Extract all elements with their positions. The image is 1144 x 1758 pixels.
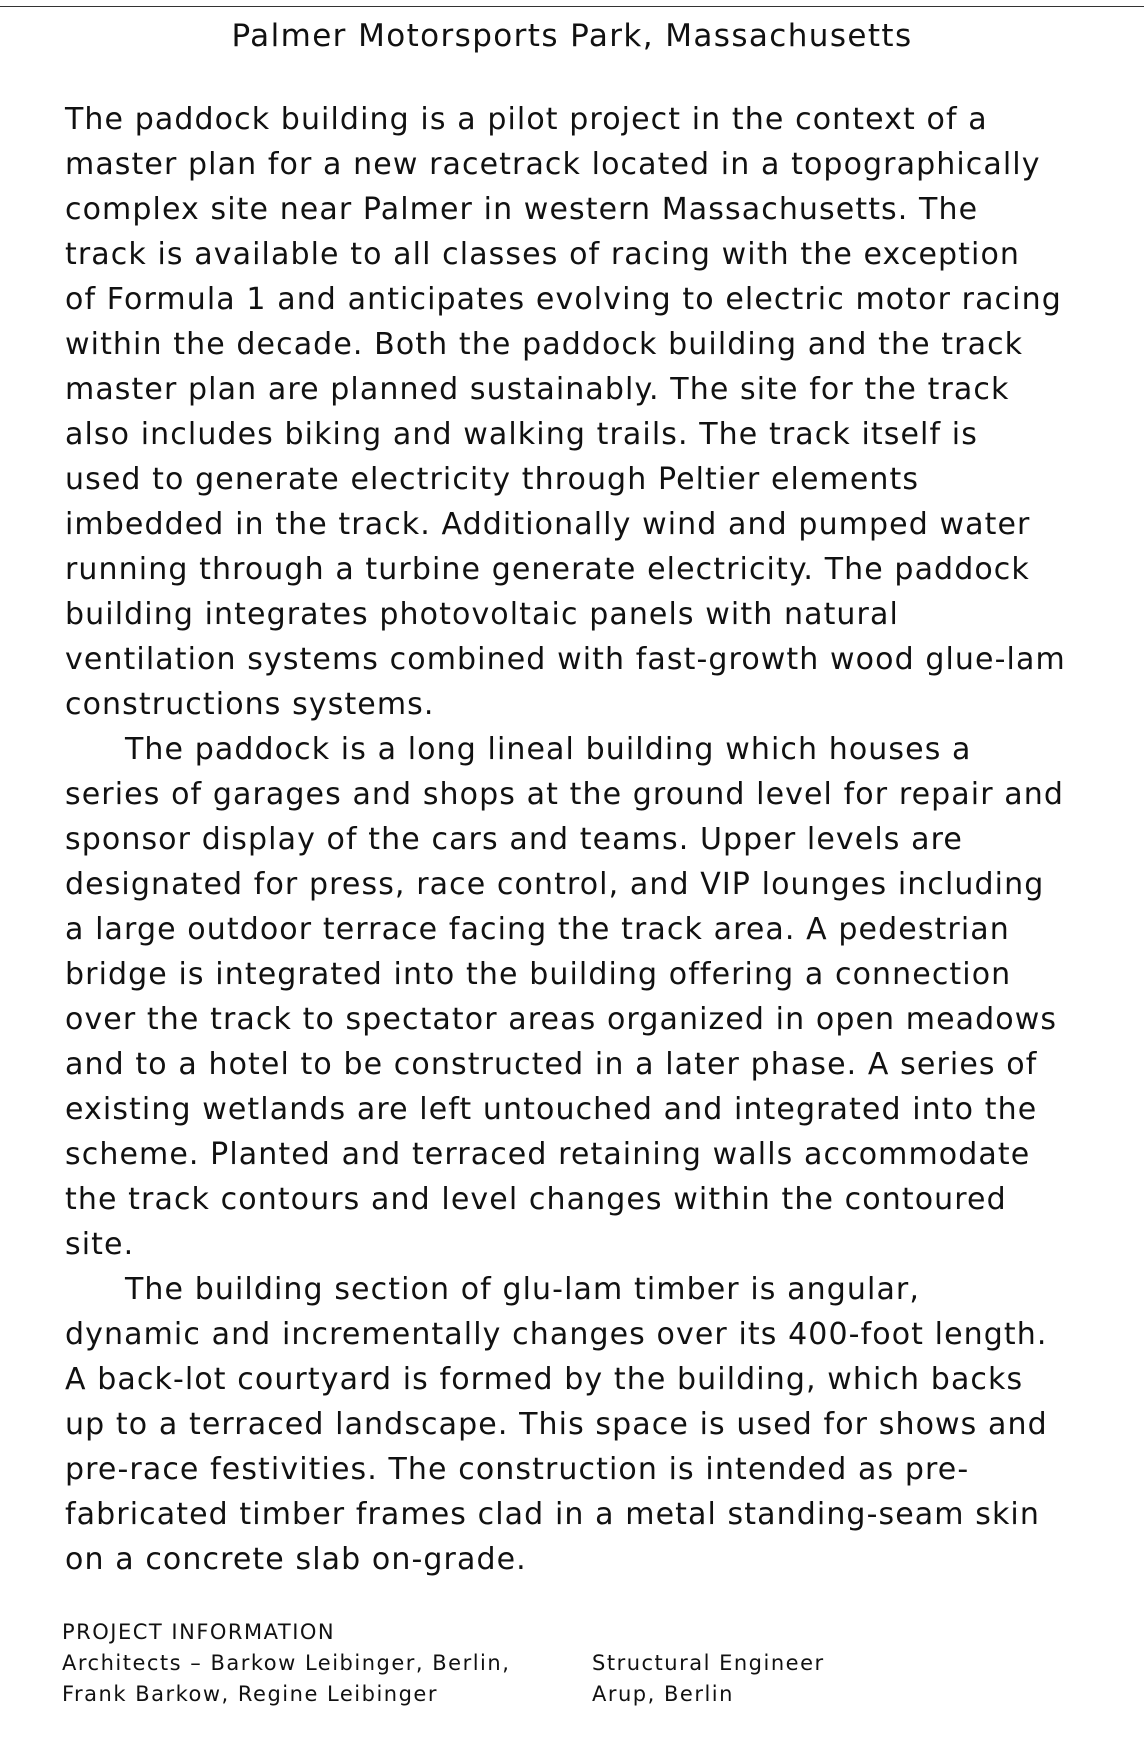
project-information xyxy=(62,1617,1102,1710)
paragraph-1: The paddock building is a pilot project in the context of a master plan for a new racetrack located in a topographically complex site near Palmer in western Massachusetts. The track is available to all classes of racing with the exception of Formula 1 and anticipates evolving to electric motor racing within the decade. Both the paddock building and the track master plan are planned sustainably. The site for the track also includes biking and walking trails. The track itself is used to generate electricity through Peltier elements imbedded in the track. Additionally wind and pumped water running through a turbine generate electricity. The paddock building integrates photovoltaic panels with natural ventilation systems combined with fast-growth wood glue-lam constructions systems. xyxy=(65,102,1066,722)
paragraph-2: The paddock is a long lineal building which houses a series of garages and shops at the ground level for repair and sponsor display of the cars and teams. Upper levels are designated for press, race control, and VIP lounges including a large outdoor terrace facing the track area. A pedestrian bridge is integrated into the building offering a connection over the track to spectator areas organized in open meadows and to a hotel to be constructed in a later phase. A series of existing wetlands are left untouched and integrated into the scheme. Planted and terraced retaining walls accommodate the track contours and level changes within the contoured site. xyxy=(65,732,1065,1262)
top-divider xyxy=(0,6,1144,7)
project-information-heading: PROJECT INFORMATION xyxy=(62,1620,336,1644)
paragraph-3: The building section of glu-lam timber is angular, dynamic and incrementally changes over its 400-foot length. A back-lot courtyard is formed by the building, which backs up to a terraced landscape. This space is used for shows and pre-race festivities. The construction is intended as pre- fabricated timber frames clad in a metal standing-seam skin on a concrete slab on-grade. xyxy=(65,1272,1048,1577)
page-title: Palmer Motorsports Park, Massachusetts xyxy=(231,18,913,54)
architects-credit: Architects – Barkow Leibinger, Berlin, Frank Barkow, Regine Leibinger xyxy=(62,1651,511,1706)
structural-engineer-credit: Structural Engineer Arup, Berlin xyxy=(592,1651,825,1706)
project-credits xyxy=(62,1648,1102,1710)
article-body xyxy=(65,97,1105,1582)
